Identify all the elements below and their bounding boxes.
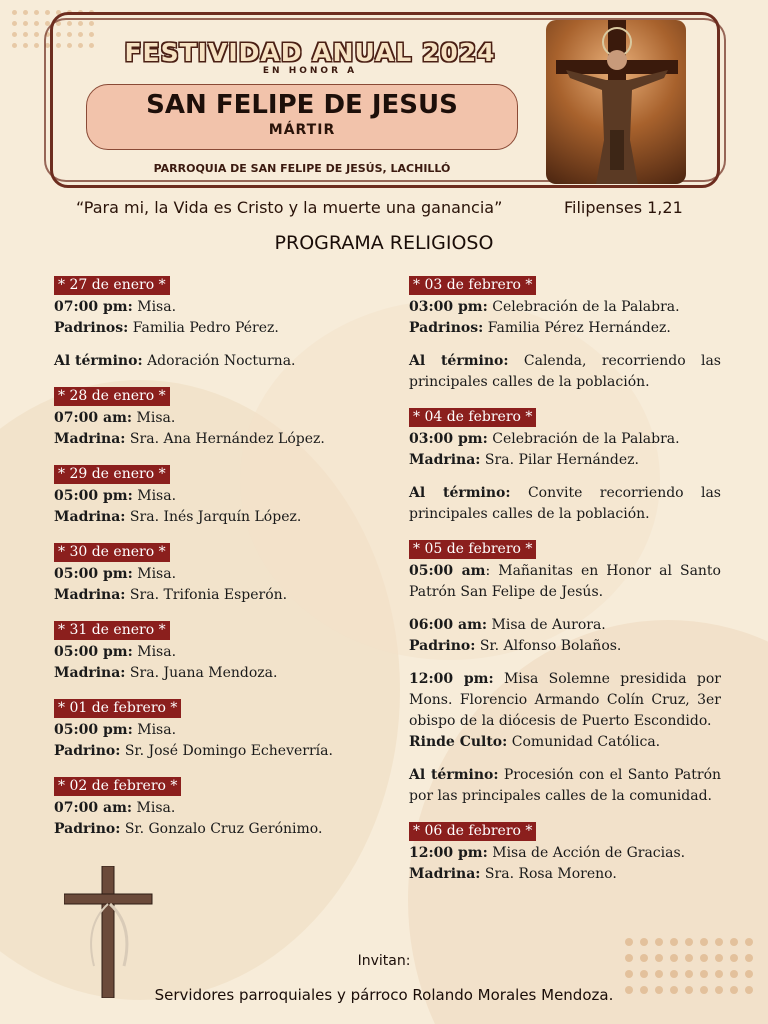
schedule-day bbox=[409, 407, 721, 525]
sponsor-text: Sra. Juana Mendoza. bbox=[125, 665, 278, 681]
schedule-right-column bbox=[409, 275, 721, 899]
sponsor-label: Madrina: bbox=[54, 587, 126, 603]
time-label: 07:00 am: bbox=[54, 800, 133, 816]
date-tag: * 04 de febrero * bbox=[409, 408, 536, 427]
time-label: 05:00 pm: bbox=[54, 722, 133, 738]
sponsor-label: Padrino: bbox=[54, 743, 121, 759]
date-tag: * 02 de febrero * bbox=[54, 777, 181, 796]
date-tag: * 01 de febrero * bbox=[54, 699, 181, 718]
sponsor-text: Sra. Inés Jarquín López. bbox=[125, 509, 302, 525]
cross-icon bbox=[64, 866, 156, 998]
schedule-day bbox=[54, 542, 366, 606]
date-tag: * 31 de enero * bbox=[54, 621, 170, 640]
time-label: 05:00 pm: bbox=[54, 566, 133, 582]
sponsor-text: Familia Pedro Pérez. bbox=[128, 320, 279, 336]
invite-label: Invitan: bbox=[357, 953, 411, 969]
time-label: 12:00 pm: bbox=[409, 671, 494, 687]
saint-title: MÁRTIR bbox=[268, 122, 336, 138]
time-label: 05:00 pm: bbox=[54, 644, 133, 660]
schedule-day bbox=[409, 539, 721, 807]
event-text: Misa. bbox=[132, 566, 177, 582]
date-tag: * 27 de enero * bbox=[54, 276, 170, 295]
after-text: Adoración Nocturna. bbox=[142, 353, 296, 369]
time-label: 06:00 am: bbox=[409, 617, 488, 633]
event-text: Misa. bbox=[132, 488, 177, 504]
schedule-day bbox=[54, 275, 366, 372]
sponsor-text: Sr. Gonzalo Cruz Gerónimo. bbox=[120, 821, 323, 837]
parish-name: PARROQUIA DE SAN FELIPE DE JESÚS, LACHILLÓ bbox=[153, 162, 451, 175]
program-title: PROGRAMA RELIGIOSO bbox=[274, 232, 494, 254]
after-label: Al término: bbox=[54, 353, 143, 369]
worship-text: Comunidad Católica. bbox=[507, 734, 661, 750]
sponsor-label: Padrinos: bbox=[409, 320, 484, 336]
bible-reference: Filipenses 1,21 bbox=[564, 198, 683, 217]
schedule-day bbox=[54, 464, 366, 528]
time-label: 05:00 am bbox=[409, 563, 486, 579]
sponsor-text: Sra. Trifonia Esperón. bbox=[125, 587, 288, 603]
date-tag: * 03 de febrero * bbox=[409, 276, 536, 295]
date-tag: * 30 de enero * bbox=[54, 543, 170, 562]
schedule-day bbox=[54, 776, 366, 840]
event-text: Misa. bbox=[132, 299, 177, 315]
festival-title: FESTIVIDAD ANUAL 2024 bbox=[124, 38, 496, 67]
after-text: Procesión con el Santo Patrón por las principales calles de la comunidad. bbox=[409, 767, 722, 804]
sponsor-label: Padrino: bbox=[409, 638, 476, 654]
sponsor-text: Sr. Alfonso Bolaños. bbox=[475, 638, 622, 654]
sponsor-label: Madrina: bbox=[54, 665, 126, 681]
sponsor-label: Madrina: bbox=[409, 452, 481, 468]
bible-quote: “Para mi, la Vida es Cristo y la muerte una ganancia” bbox=[76, 198, 503, 217]
saint-name: SAN FELIPE DE JESUS bbox=[146, 90, 458, 120]
sponsor-label: Padrinos: bbox=[54, 320, 129, 336]
event-text: Misa de Acción de Gracias. bbox=[487, 845, 686, 861]
schedule-left-column bbox=[54, 275, 366, 854]
time-label: 07:00 am: bbox=[54, 410, 133, 426]
event-text: Celebración de la Palabra. bbox=[487, 299, 680, 315]
time-label: 03:00 pm: bbox=[409, 299, 488, 315]
event-text: Celebración de la Palabra. bbox=[487, 431, 680, 447]
sponsor-label: Padrino: bbox=[54, 821, 121, 837]
event-text: Misa. bbox=[132, 410, 176, 426]
sponsor-text: Sr. José Domingo Echeverría. bbox=[120, 743, 333, 759]
invite-signature: Servidores parroquiales y párroco Rolando Morales Mendoza. bbox=[154, 986, 614, 1004]
time-label: 12:00 pm: bbox=[409, 845, 488, 861]
sponsor-text: Sra. Ana Hernández López. bbox=[125, 431, 325, 447]
time-label: 03:00 pm: bbox=[409, 431, 488, 447]
sponsor-text: Familia Pérez Hernández. bbox=[483, 320, 671, 336]
schedule-day bbox=[54, 698, 366, 762]
date-tag: * 05 de febrero * bbox=[409, 540, 536, 559]
time-label: 05:00 pm: bbox=[54, 488, 133, 504]
sponsor-text: Sra. Rosa Moreno. bbox=[480, 866, 617, 882]
event-text: Misa de Aurora. bbox=[487, 617, 606, 633]
festival-subtitle: EN HONOR A bbox=[262, 66, 358, 76]
event-text: Misa. bbox=[132, 722, 177, 738]
schedule-day bbox=[54, 386, 366, 450]
sponsor-label: Madrina: bbox=[54, 431, 126, 447]
after-label: Al término: bbox=[409, 485, 511, 501]
schedule-day bbox=[409, 821, 721, 885]
event-text: Misa Solemne presidida por Mons. Florencio Armando Colín Cruz, 3er obispo de la diócesis de Puerto Escondido. bbox=[409, 671, 722, 729]
date-tag: * 28 de enero * bbox=[54, 387, 170, 406]
schedule-day bbox=[54, 620, 366, 684]
sponsor-label: Madrina: bbox=[409, 866, 481, 882]
after-label: Al término: bbox=[409, 353, 509, 369]
schedule-day bbox=[409, 275, 721, 393]
sponsor-label: Madrina: bbox=[54, 509, 126, 525]
date-tag: * 06 de febrero * bbox=[409, 822, 536, 841]
after-text: Convite recorriendo las principales calles de la población. bbox=[409, 485, 721, 522]
event-text: Misa. bbox=[132, 644, 177, 660]
after-text: Calenda, recorriendo las principales calles de la población. bbox=[409, 353, 721, 390]
saint-image bbox=[546, 20, 686, 184]
time-label: 07:00 pm: bbox=[54, 299, 133, 315]
event-text: : Mañanitas en Honor al Santo Patrón San Felipe de Jesús. bbox=[409, 563, 721, 600]
date-tag: * 29 de enero * bbox=[54, 465, 170, 484]
worship-label: Rinde Culto: bbox=[409, 734, 508, 750]
sponsor-text: Sra. Pilar Hernández. bbox=[480, 452, 639, 468]
event-text: Misa. bbox=[132, 800, 176, 816]
after-label: Al término: bbox=[409, 767, 499, 783]
